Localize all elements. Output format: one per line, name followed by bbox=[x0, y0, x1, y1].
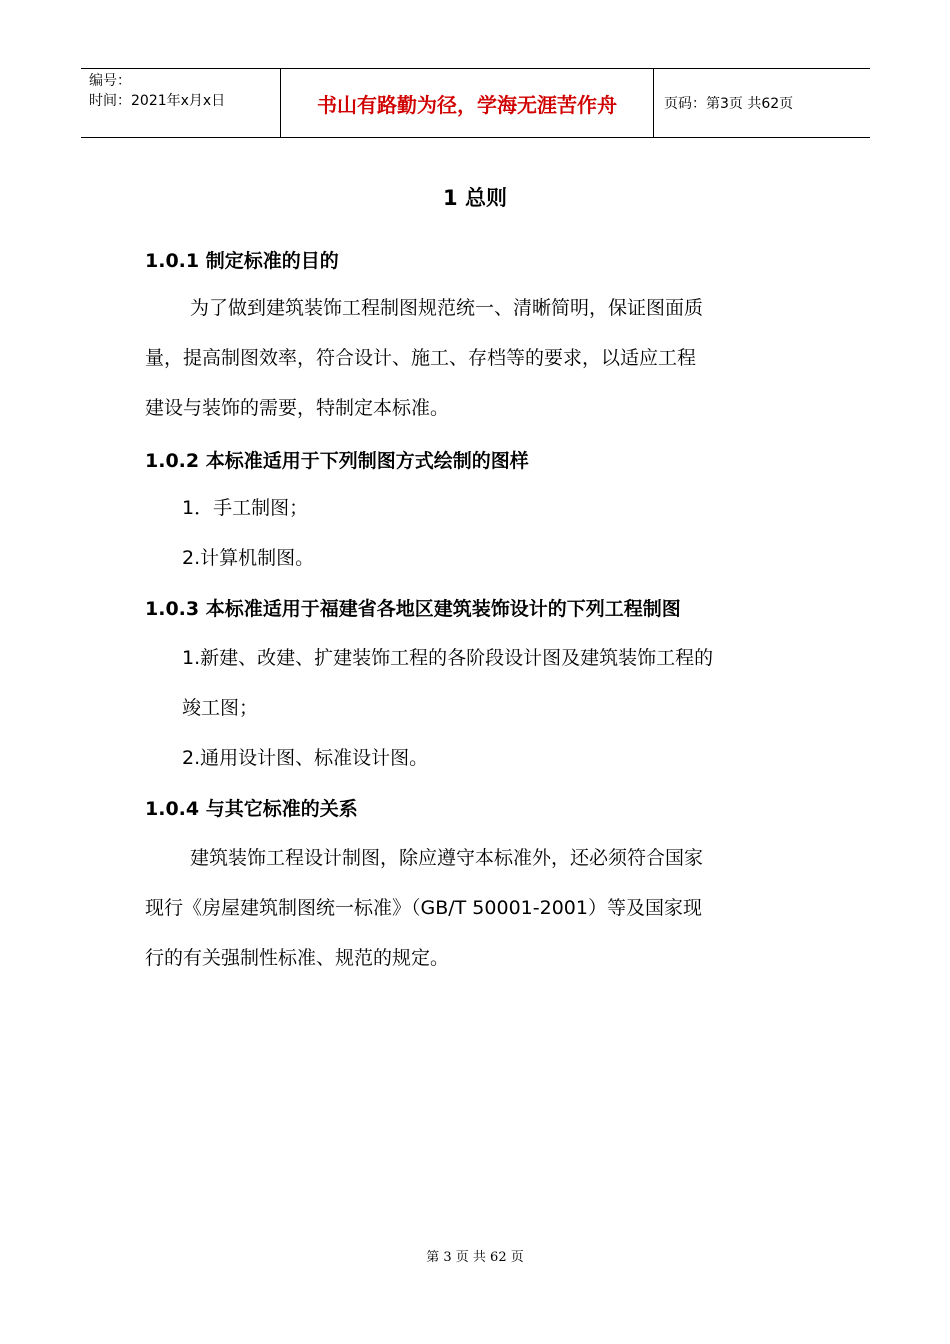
section-heading-3: 1.0.3 本标准适用于福建省各地区建筑装饰设计的下列工程制图 bbox=[145, 598, 681, 620]
section-heading-4: 1.0.4 与其它标准的关系 bbox=[145, 798, 358, 820]
list-item: 1．手工制图； bbox=[182, 497, 309, 519]
doc-time-label: 时间：2021年x月x日 bbox=[89, 93, 226, 109]
header-page-info: 页码：第3页 共62页 bbox=[664, 96, 794, 112]
chapter-title: 1 总则 bbox=[443, 186, 507, 210]
list-item: 1.新建、改建、扩建装饰工程的各阶段设计图及建筑装饰工程的 bbox=[182, 647, 714, 669]
page-footer: 第 3 页 共 62 页 bbox=[426, 1250, 524, 1265]
paragraph-line: 现行《房屋建筑制图统一标准》（GB/T 50001-2001）等及国家现 bbox=[145, 897, 702, 919]
header-motto: 书山有路勤为径，学海无涯苦作舟 bbox=[317, 92, 617, 117]
paragraph-line: 行的有关强制性标准、规范的规定。 bbox=[145, 947, 450, 969]
section-heading-1: 1.0.1 制定标准的目的 bbox=[145, 250, 339, 272]
paragraph-line: 为了做到建筑装饰工程制图规范统一、清晰简明，保证图面质 bbox=[190, 297, 704, 319]
page-header bbox=[81, 68, 870, 138]
list-item: 2.计算机制图。 bbox=[182, 547, 315, 569]
header-meta bbox=[81, 69, 281, 137]
doc-number-label: 编号： bbox=[89, 73, 131, 89]
paragraph-line: 建筑装饰工程设计制图，除应遵守本标准外，还必须符合国家 bbox=[190, 847, 704, 869]
paragraph-line: 建设与装饰的需要，特制定本标准。 bbox=[145, 397, 450, 419]
list-item-continuation: 竣工图； bbox=[182, 697, 259, 719]
paragraph-line: 量，提高制图效率，符合设计、施工、存档等的要求，以适应工程 bbox=[145, 347, 697, 369]
section-heading-2: 1.0.2 本标准适用于下列制图方式绘制的图样 bbox=[145, 450, 529, 472]
header-motto-cell bbox=[281, 69, 654, 137]
list-item: 2.通用设计图、标准设计图。 bbox=[182, 747, 429, 769]
